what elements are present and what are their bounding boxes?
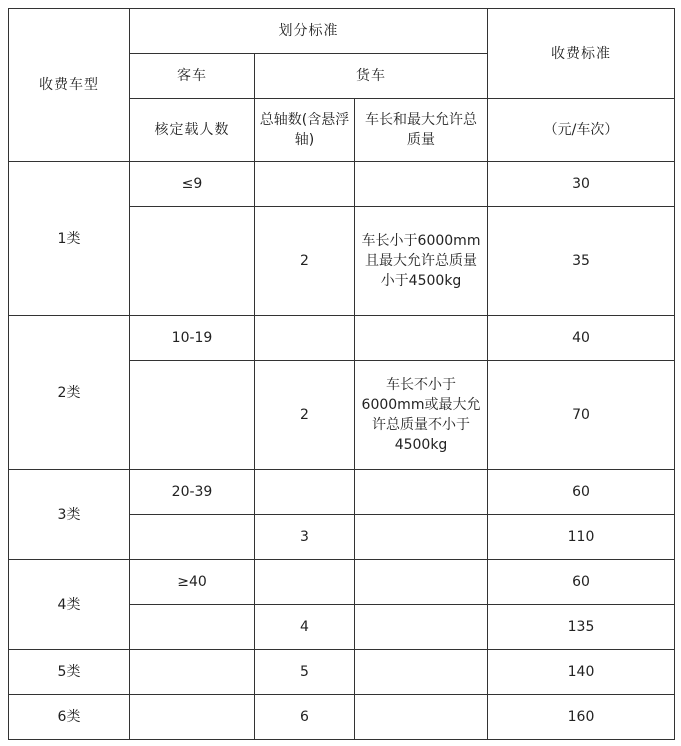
fee-value: 30 <box>488 162 675 207</box>
header-vehicle-type: 收费车型 <box>9 9 130 162</box>
freight-axles: 5 <box>255 650 355 695</box>
freight-axles: 3 <box>255 515 355 560</box>
fee-value: 110 <box>488 515 675 560</box>
header-freight-car: 货车 <box>255 54 488 99</box>
passenger-seats-empty <box>130 361 255 470</box>
vehicle-class-2: 2类 <box>9 316 130 470</box>
table-row <box>9 470 675 515</box>
passenger-seats-empty <box>130 605 255 650</box>
freight-axles: 2 <box>255 361 355 470</box>
fee-value: 40 <box>488 316 675 361</box>
header-fee-unit: （元/车次） <box>488 99 675 162</box>
freight-limit-empty <box>355 162 488 207</box>
table-row <box>9 316 675 361</box>
header-seats: 核定载人数 <box>130 99 255 162</box>
header-axles: 总轴数(含悬浮轴) <box>255 99 355 162</box>
vehicle-class-3: 3类 <box>9 470 130 560</box>
fee-value: 60 <box>488 560 675 605</box>
header-fee-standard: 收费标准 <box>488 9 675 99</box>
passenger-seats-1: ≤9 <box>130 162 255 207</box>
header-length-weight: 车长和最大允许总质量 <box>355 99 488 162</box>
freight-limit-empty <box>355 316 488 361</box>
freight-axles: 4 <box>255 605 355 650</box>
header-passenger-car: 客车 <box>130 54 255 99</box>
freight-limit-empty <box>355 560 488 605</box>
freight-limit: 车长不小于6000mm或最大允许总质量不小于4500kg <box>355 361 488 470</box>
passenger-seats-empty <box>130 650 255 695</box>
toll-fee-table <box>8 8 675 740</box>
freight-limit: 车长小于6000mm且最大允许总质量小于4500kg <box>355 207 488 316</box>
vehicle-class-1: 1类 <box>9 162 130 316</box>
freight-axles-empty <box>255 162 355 207</box>
table-row <box>9 162 675 207</box>
fee-value: 160 <box>488 695 675 740</box>
passenger-seats-empty <box>130 207 255 316</box>
passenger-seats-4: ≥40 <box>130 560 255 605</box>
freight-axles-empty <box>255 316 355 361</box>
fee-value: 140 <box>488 650 675 695</box>
freight-limit-empty <box>355 695 488 740</box>
freight-axles-empty <box>255 470 355 515</box>
fee-value: 60 <box>488 470 675 515</box>
freight-axles: 2 <box>255 207 355 316</box>
freight-axles: 6 <box>255 695 355 740</box>
vehicle-class-6: 6类 <box>9 695 130 740</box>
freight-limit-empty <box>355 515 488 560</box>
table-row <box>9 650 675 695</box>
passenger-seats-empty <box>130 515 255 560</box>
header-row-1 <box>9 9 675 54</box>
freight-limit-empty <box>355 650 488 695</box>
passenger-seats-2: 10-19 <box>130 316 255 361</box>
freight-limit-empty <box>355 605 488 650</box>
header-classification-standard: 划分标准 <box>130 9 488 54</box>
fee-value: 35 <box>488 207 675 316</box>
passenger-seats-3: 20-39 <box>130 470 255 515</box>
fee-value: 70 <box>488 361 675 470</box>
freight-axles-empty <box>255 560 355 605</box>
vehicle-class-4: 4类 <box>9 560 130 650</box>
passenger-seats-empty <box>130 695 255 740</box>
freight-limit-empty <box>355 470 488 515</box>
fee-value: 135 <box>488 605 675 650</box>
table-row <box>9 695 675 740</box>
table-row <box>9 560 675 605</box>
vehicle-class-5: 5类 <box>9 650 130 695</box>
